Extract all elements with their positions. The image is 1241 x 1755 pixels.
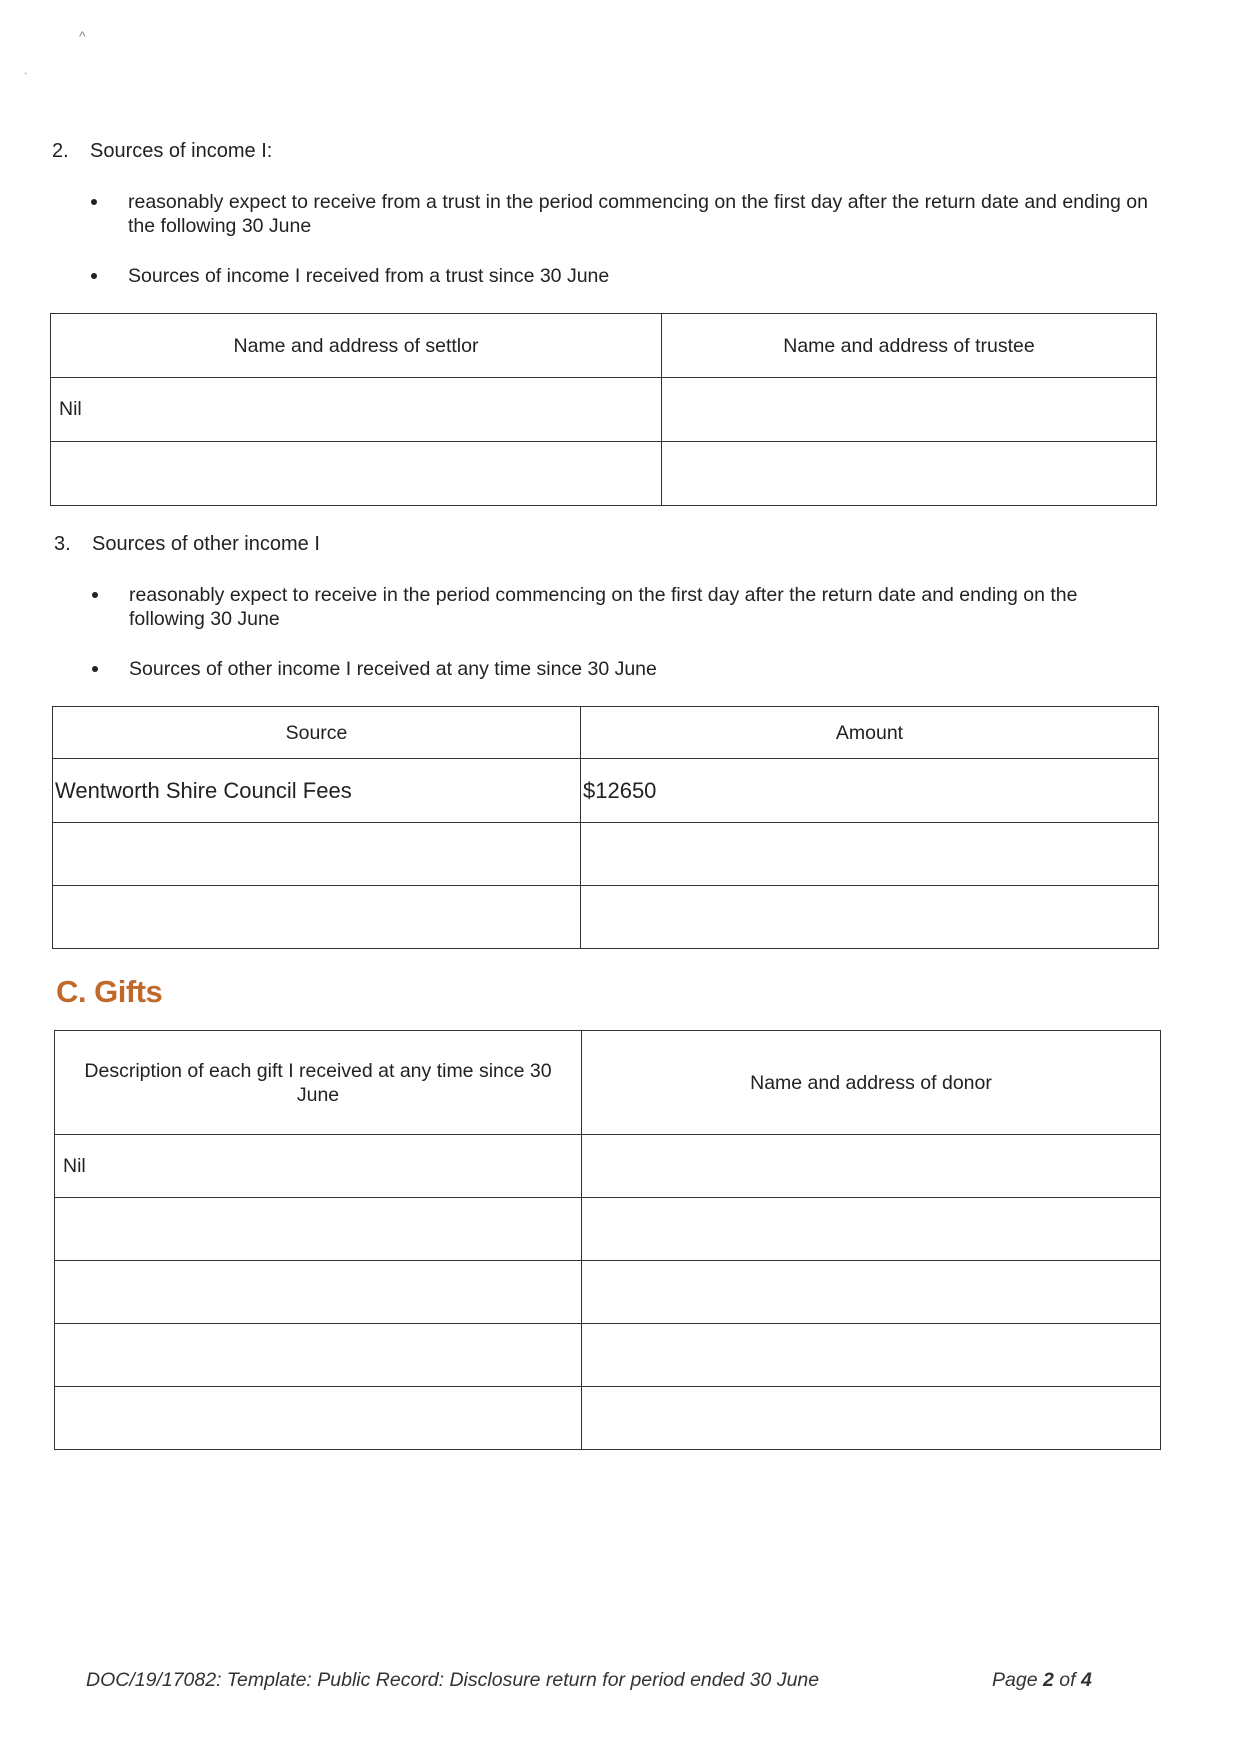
- header-trustee: Name and address of trustee: [662, 314, 1157, 378]
- table-cell: Nil: [51, 378, 662, 442]
- section-3-heading: [54, 533, 320, 556]
- table-cell: [582, 1324, 1161, 1387]
- header-source: Source: [53, 707, 581, 759]
- table-row: [51, 378, 1157, 442]
- section-2-heading: [52, 140, 272, 163]
- table-cell: [662, 378, 1157, 442]
- bullet-icon: [91, 273, 97, 279]
- section-2-number: 2.: [52, 140, 69, 162]
- section-3-number: 3.: [54, 533, 71, 555]
- other-income-table: [52, 706, 1159, 949]
- table-row: [55, 1261, 1161, 1324]
- gifts-table: [54, 1030, 1161, 1450]
- income-source-cell: Wentworth Shire Council Fees: [53, 759, 581, 823]
- table-row: [53, 886, 1159, 949]
- table-row: [55, 1135, 1161, 1198]
- footer-page-number: [992, 1669, 1092, 1692]
- table-row: [53, 759, 1159, 823]
- table-cell: [582, 1198, 1161, 1261]
- table-cell: [582, 1387, 1161, 1450]
- bullet-icon: [92, 666, 98, 672]
- table-header-row: [55, 1031, 1161, 1135]
- footer-doc-reference: DOC/19/17082: Template: Public Record: Disclosure return for period ended 30 June: [86, 1669, 820, 1691]
- table-cell: [53, 886, 581, 949]
- table-row: [51, 442, 1157, 506]
- section-2-bullet-1-text: reasonably expect to receive from a trust in the period commencing on the first day after the return date and ending on the following 30 June: [128, 191, 1148, 237]
- page-current: 2: [1042, 1669, 1054, 1691]
- table-cell: [55, 1324, 582, 1387]
- income-amount-cell: $12650: [581, 759, 1159, 823]
- section-3-bullet-1-text: reasonably expect to receive in the period commencing on the first day after the return date and ending on the following 30 June: [129, 584, 1078, 630]
- header-gift-description: Description of each gift I received at any time since 30 June: [55, 1031, 582, 1135]
- section-3-bullet-2-text: Sources of other income I received at any time since 30 June: [129, 658, 657, 680]
- header-donor: Name and address of donor: [582, 1031, 1161, 1135]
- header-amount: Amount: [581, 707, 1159, 759]
- table-header-row: [51, 314, 1157, 378]
- table-cell: [51, 442, 662, 506]
- bullet-icon: [91, 199, 97, 205]
- table-cell: [582, 1261, 1161, 1324]
- page-of: of: [1053, 1669, 1081, 1691]
- section-2-bullet-2-text: Sources of income I received from a trust since 30 June: [128, 265, 610, 287]
- table-cell: [55, 1387, 582, 1450]
- trust-income-table: [50, 313, 1157, 506]
- gifts-heading: C. Gifts: [56, 974, 163, 1009]
- table-cell: [662, 442, 1157, 506]
- table-header-row: [53, 707, 1159, 759]
- table-row: [55, 1387, 1161, 1450]
- table-row: [55, 1198, 1161, 1261]
- table-cell: Nil: [55, 1135, 582, 1198]
- table-cell: [581, 886, 1159, 949]
- table-row: [55, 1324, 1161, 1387]
- page-total: 4: [1080, 1669, 1092, 1691]
- section-3-title: Sources of other income I: [92, 533, 320, 555]
- bullet-icon: [92, 592, 98, 598]
- table-cell: [581, 823, 1159, 886]
- table-cell: [53, 823, 581, 886]
- section-2-title: Sources of income I:: [90, 140, 273, 162]
- table-cell: [582, 1135, 1161, 1198]
- table-row: [53, 823, 1159, 886]
- scan-mark-caret: ^: [79, 28, 86, 44]
- table-cell: [55, 1198, 582, 1261]
- header-settlor: Name and address of settlor: [51, 314, 662, 378]
- table-cell: [55, 1261, 582, 1324]
- page-prefix: Page: [992, 1669, 1043, 1691]
- scan-mark-tick: `: [24, 72, 28, 84]
